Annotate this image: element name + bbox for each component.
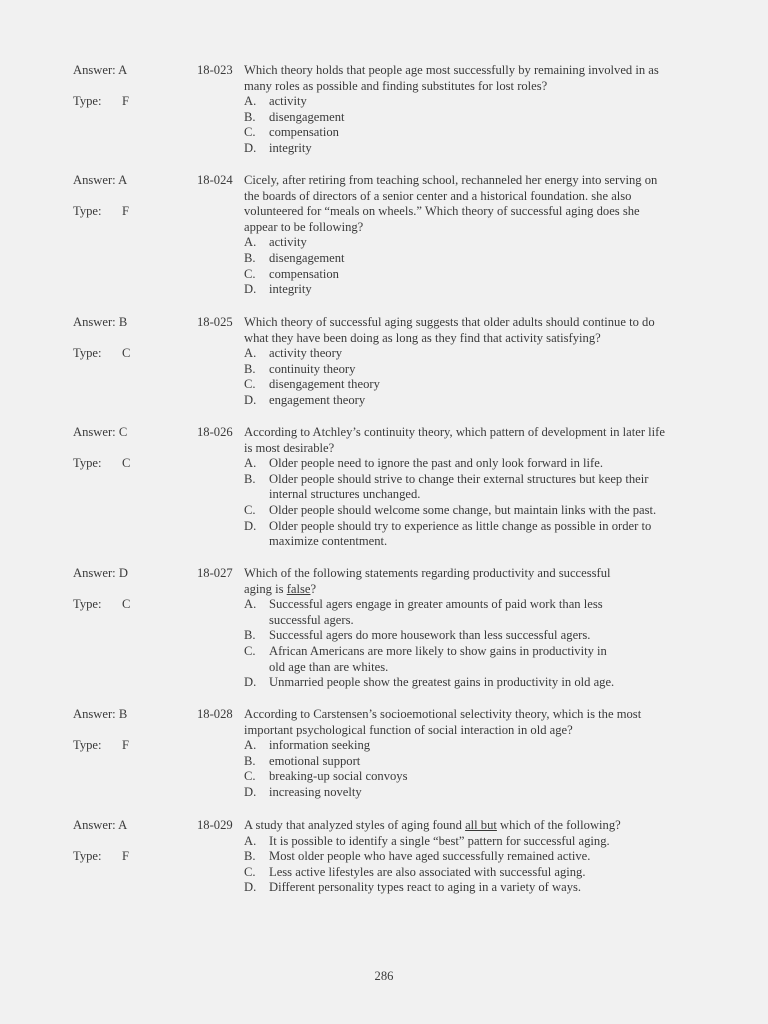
type-value: C: [122, 597, 131, 611]
option-item: C. disengagement theory: [244, 377, 380, 392]
type-row: [73, 94, 130, 110]
type-row: [73, 738, 130, 754]
option-item: B. disengagement: [244, 250, 345, 265]
type-value: F: [122, 738, 130, 752]
type-label: Type:: [73, 738, 102, 752]
option-item: B. Older people should strive to change their external structures but keep their internal structures unchanged.: [244, 471, 649, 502]
option-item: D. integrity: [244, 282, 312, 297]
type-row: [73, 849, 130, 865]
question-number: 18-025: [197, 315, 233, 329]
option-item: C. breaking-up social convoys: [244, 769, 408, 784]
type-value: F: [122, 94, 130, 108]
option-item: D. increasing novelty: [244, 784, 362, 799]
option-item: D. Different personality types react to aging in a variety of ways.: [244, 880, 582, 895]
question-stem: According to Atchley’s continuity theory, which pattern of development in later life is most desirable?: [244, 425, 665, 455]
question-body: [244, 315, 714, 409]
option-item: A. activity: [244, 94, 307, 109]
option-item: A. activity theory: [244, 346, 343, 361]
question-body: [244, 63, 714, 157]
question-body: [244, 425, 714, 550]
type-label: Type:: [73, 597, 102, 611]
question-number: 18-027: [197, 566, 233, 580]
question-stem: Which theory holds that people age most successfully by remaining involved in as many roles as possible and finding substitutes for lost roles?: [244, 63, 659, 93]
type-row: [73, 346, 131, 362]
type-row: [73, 204, 130, 220]
answer-label: Answer: B: [73, 707, 128, 721]
question-body: [244, 707, 714, 801]
answer-label: Answer: A: [73, 63, 128, 77]
type-row: [73, 456, 131, 472]
question-number: 18-028: [197, 707, 233, 721]
option-item: C. Less active lifestyles are also associated with successful aging.: [244, 864, 586, 879]
question-stem: Which theory of successful aging suggests that older adults should continue to do what they have been doing as long as they find that activity satisfying?: [244, 315, 655, 345]
answer-options: [244, 94, 714, 156]
question-stem: According to Carstensen’s socioemotional selectivity theory, which is the most important psychological function of social interaction in old age?: [244, 707, 642, 737]
option-item: D. Unmarried people show the greatest gains in productivity in old age.: [244, 675, 615, 690]
option-item: B. emotional support: [244, 753, 361, 768]
option-item: A. Successful agers engage in greater amounts of paid work than less successful agers.: [244, 597, 603, 627]
type-value: F: [122, 204, 130, 218]
question-stem: Cicely, after retiring from teaching school, rechanneled her energy into serving on the boards of directors of a senior center and a historical foundation. she also volunteered for “meals on wheels.” Which theory of successful aging does she appear to be following?: [244, 173, 658, 234]
option-item: A. It is possible to identify a single “best” pattern for successful aging.: [244, 833, 610, 848]
type-value: C: [122, 456, 131, 470]
emphasis-underline: false: [286, 581, 311, 596]
answer-label: Answer: D: [73, 566, 128, 580]
question-number: 18-029: [197, 818, 233, 832]
option-item: B. continuity theory: [244, 361, 356, 376]
answer-label: Answer: B: [73, 315, 128, 329]
type-label: Type:: [73, 204, 102, 218]
answer-options: [244, 834, 714, 896]
answer-label: Answer: A: [73, 818, 128, 832]
option-item: C. compensation: [244, 125, 339, 140]
type-value: F: [122, 849, 130, 863]
type-label: Type:: [73, 346, 102, 360]
question-number: 18-024: [197, 173, 233, 187]
option-item: A. activity: [244, 235, 307, 250]
answer-options: [244, 456, 714, 550]
type-row: [73, 597, 131, 613]
answer-label: Answer: C: [73, 425, 128, 439]
answer-options: [244, 597, 714, 691]
type-label: Type:: [73, 456, 102, 470]
option-item: D. Older people should try to experience as little change as possible in order to maximize contentment.: [244, 518, 652, 549]
option-item: C. compensation: [244, 266, 339, 281]
option-item: D. engagement theory: [244, 392, 366, 407]
type-label: Type:: [73, 849, 102, 863]
question-body: [244, 173, 714, 298]
type-value: C: [122, 346, 131, 360]
question-number: 18-023: [197, 63, 233, 77]
question-body: [244, 818, 714, 896]
option-item: A. information seeking: [244, 738, 371, 753]
page-number: 286: [374, 969, 394, 983]
question-stem: Which of the following statements regarding productivity and successful aging is false?: [244, 566, 611, 596]
type-label: Type:: [73, 94, 102, 108]
question-number: 18-026: [197, 425, 233, 439]
option-item: D. integrity: [244, 140, 312, 155]
question-body: [244, 566, 714, 691]
question-stem: A study that analyzed styles of aging found all but which of the following?: [244, 818, 621, 832]
answer-label: Answer: A: [73, 173, 128, 187]
answer-options: [244, 346, 714, 408]
option-item: B. Successful agers do more housework than less successful agers.: [244, 628, 591, 643]
option-item: A. Older people need to ignore the past and only look forward in life.: [244, 456, 603, 471]
answer-options: [244, 235, 714, 297]
option-item: C. African Americans are more likely to show gains in productivity in old age than are whites.: [244, 643, 607, 674]
option-item: B. Most older people who have aged successfully remained active.: [244, 849, 591, 864]
option-item: B. disengagement: [244, 109, 345, 124]
answer-options: [244, 738, 714, 800]
emphasis-underline: all but: [465, 818, 497, 832]
option-item: C. Older people should welcome some change, but maintain links with the past.: [244, 502, 657, 517]
